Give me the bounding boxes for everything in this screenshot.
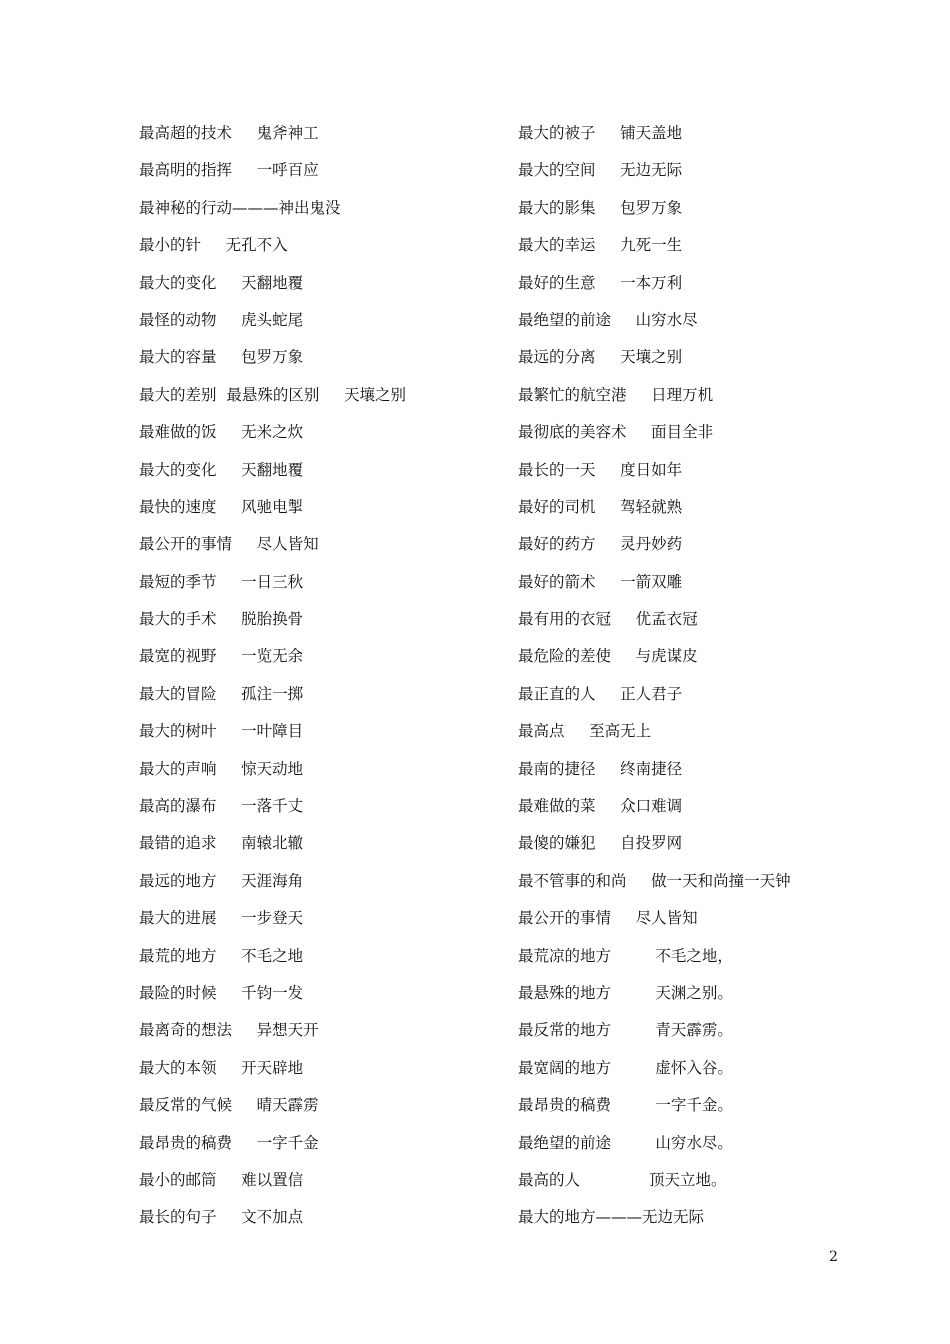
- idiom-line: 最高的瀑布 一落千丈: [139, 797, 304, 816]
- idiom-line: 最大的进展 一步登天: [139, 909, 304, 928]
- idiom-line: 最快的速度 风驰电掣: [139, 497, 304, 516]
- idiom-line: 最不管事的和尚 做一天和尚撞一天钟: [518, 871, 791, 890]
- idiom-line: 最繁忙的航空港 日理万机: [518, 385, 714, 404]
- idiom-line: 最有用的衣冠 优孟衣冠: [518, 610, 698, 629]
- idiom-line: 最反常的地方 青天霹雳。: [518, 1021, 733, 1040]
- idiom-line: 最小的邮筒 难以置信: [139, 1170, 304, 1189]
- idiom-line: 最错的追求 南辕北辙: [139, 834, 304, 853]
- idiom-line: 最悬殊的地方 天渊之别。: [518, 983, 733, 1002]
- idiom-line: 最傻的嫌犯 自投罗网: [518, 834, 683, 853]
- idiom-line: 最高的人 顶天立地。: [518, 1170, 727, 1189]
- idiom-line: 最长的句子 文不加点: [139, 1208, 304, 1227]
- idiom-line: 最大的本领 开天辟地: [139, 1058, 304, 1077]
- idiom-line: 最好的箭术 一箭双雕: [518, 572, 683, 591]
- idiom-line: 最怪的动物 虎头蛇尾: [139, 310, 304, 329]
- idiom-line: 最大的手术 脱胎换骨: [139, 610, 304, 629]
- page-number: 2: [829, 1249, 838, 1265]
- idiom-line: 最短的季节 一日三秋: [139, 572, 304, 591]
- idiom-line: 最彻底的美容术 面目全非: [518, 423, 714, 442]
- idiom-line: 最高明的指挥 一呼百应: [139, 161, 319, 180]
- idiom-line: 最长的一天 度日如年: [518, 460, 683, 479]
- idiom-line: 最小的针 无孔不入: [139, 236, 288, 255]
- idiom-line: 最大的空间 无边无际: [518, 161, 683, 180]
- idiom-line: 最大的声响 惊天动地: [139, 759, 304, 778]
- idiom-line: 最绝望的前途 山穷水尽。: [518, 1133, 733, 1152]
- idiom-line: 最险的时候 千钧一发: [139, 983, 304, 1002]
- idiom-line: 最大的被子 铺天盖地: [518, 124, 683, 142]
- idiom-line: 最好的生意 一本万利: [518, 273, 683, 292]
- idiom-line: 最好的司机 驾轻就熟: [518, 497, 683, 516]
- idiom-line: 最昂贵的稿费 一字千金: [139, 1133, 319, 1152]
- idiom-line: 最大的影集 包罗万象: [518, 198, 683, 217]
- idiom-line: 最大的容量 包罗万象: [139, 348, 304, 367]
- idiom-line: 最危险的差使 与虎谋皮: [518, 647, 698, 666]
- idiom-line: 最公开的事情 尽人皆知: [139, 535, 319, 554]
- idiom-line: 最宽阔的地方 虚怀入谷。: [518, 1058, 733, 1077]
- idiom-line: 最离奇的想法 异想天开: [139, 1021, 319, 1040]
- idiom-line: 最远的地方 天涯海角: [139, 871, 304, 890]
- idiom-line: 最大的幸运 九死一生: [518, 236, 683, 255]
- idiom-line: 最反常的气候 晴天霹雳: [139, 1096, 319, 1115]
- idiom-line: 最难做的菜 众口难调: [518, 797, 683, 816]
- idiom-line: 最大的差别 最悬殊的区别 天壤之别: [139, 385, 406, 404]
- idiom-line: 最大的地方———无边无际: [518, 1208, 705, 1227]
- idiom-line: 最难做的饭 无米之炊: [139, 423, 304, 442]
- idiom-line: 最大的树叶 一叶障目: [139, 722, 304, 741]
- idiom-line: 最神秘的行动———神出鬼没: [139, 198, 341, 217]
- idiom-line: 最昂贵的稿费 一字千金。: [518, 1096, 733, 1115]
- idiom-line: 最好的药方 灵丹妙药: [518, 535, 683, 554]
- idiom-line: 最正直的人 正人君子: [518, 684, 683, 703]
- idiom-line: 最远的分离 天壤之别: [518, 348, 683, 367]
- idiom-line: 最宽的视野 一览无余: [139, 647, 304, 666]
- idiom-line: 最高超的技术 鬼斧神工: [139, 124, 319, 142]
- idiom-line: 最绝望的前途 山穷水尽: [518, 310, 698, 329]
- idiom-line: 最荒的地方 不毛之地: [139, 946, 304, 965]
- idiom-line: 最南的捷径 终南捷径: [518, 759, 683, 778]
- idiom-line: 最荒凉的地方 不毛之地，: [518, 946, 733, 965]
- idiom-line: 最公开的事情 尽人皆知: [518, 909, 698, 928]
- right-column: [518, 115, 878, 1237]
- left-column: [139, 115, 499, 1237]
- idiom-line: 最大的变化 天翻地覆: [139, 460, 304, 479]
- idiom-line: 最大的冒险 孤注一掷: [139, 684, 304, 703]
- idiom-line: 最大的变化 天翻地覆: [139, 273, 304, 292]
- idiom-line: 最高点 至高无上: [518, 722, 652, 741]
